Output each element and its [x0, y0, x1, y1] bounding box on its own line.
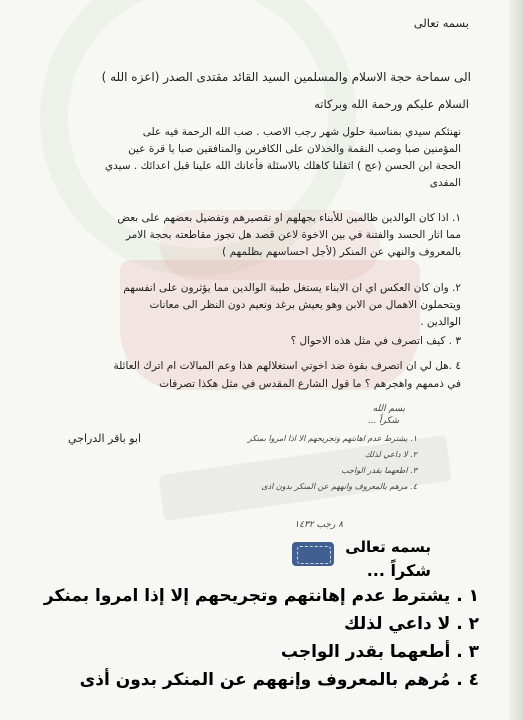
question-1-line-2: مما اثار الحسد والفتنة في بين الاخوة لاعن قصد هل تجوز مقاطعته بحجة الامر — [125, 229, 461, 241]
intro-line-2: المؤمنين صبا وصب النقمة والخذلان على الكافرين والمنافقين صبا يا قرة عين — [128, 143, 461, 155]
intro-line-3: الحجة ابن الحسن (عج ) اثقلنا كاهلك بالاسئلة فأعانك الله علينا قبل اعدائك . سيدي — [104, 160, 461, 172]
handwritten-line-2: ٢. لا داعي لذلك — [364, 450, 417, 459]
handwritten-line-4: ٤. مرهم بالمعروف وانههم عن المنكر بدون اذى — [261, 482, 417, 491]
answer-item-3: ٣ . أطعهما بقدر الواجب — [280, 642, 479, 662]
answer-item-4: ٤ . مُرهم بالمعروف وإنههم عن المنكر بدون أذى — [79, 670, 479, 690]
handwritten-line-3: ٣. اطعهما بقدر الواجب — [341, 466, 417, 475]
official-stamp — [292, 542, 334, 566]
question-2-line-2: ويتحملون الاهمال من الابن وهو يعيش برغد ونعيم دون النظر الى معانات — [149, 299, 461, 311]
question-1-line-3: بالمعروف والنهي عن المنكر (لأجل احساسهم بظلمهم ) — [222, 246, 461, 258]
question-4-line-1: ٤ .هل لي ان اتصرف بقوة ضد اخوتي استغلالهم هذا وعم المبالات ام اترك العائلة — [113, 360, 461, 372]
question-4-line-2: في ذممهم واهجرهم ؟ ما قول الشارع المقدس في مثل هكذا تصرفات — [159, 378, 461, 390]
page-edge-shadow — [509, 0, 523, 720]
watermark-banner — [158, 435, 452, 521]
question-1-line-1: ١. اذا كان الوالدين ظالمين للأبناء بجهلهم او تقصيرهم وتفضيل بعضهم على بعض — [117, 212, 461, 224]
answer-item-2: ٢ . لا داعي لذلك — [344, 614, 479, 634]
handwritten-date: ٨ رجب ١٤٣٢ — [294, 520, 343, 530]
handwritten-line-1: ١. يشترط عدم اهانتهم وتجريحهم الا اذا امروا بمنكر — [247, 434, 417, 443]
letter-addressee: الى سماحة حجة الاسلام والمسلمين السيد القائد مقتدى الصدر (اعزه الله ) — [101, 70, 471, 84]
letter-opening: بسمه تعالى — [413, 16, 469, 30]
letter-signature: ابو باقر الدراجي — [68, 432, 142, 445]
answer-title: بسمه تعالى — [345, 538, 431, 556]
question-2-line-3: الوالدين . — [420, 316, 461, 328]
handwritten-thanks: شكراً ... — [367, 416, 399, 426]
intro-line-1: نهنئكم سيدي بمناسبة حلول شهر رجب الاصب . صب الله الرحمة فيه على — [142, 126, 461, 138]
answer-thanks: شكراً ... — [366, 561, 431, 580]
letter-greeting: السلام عليكم ورحمة الله وبركاته — [314, 97, 469, 111]
question-3-line-1: ٣ . كيف اتصرف في مثل هذه الاحوال ؟ — [290, 335, 461, 347]
intro-line-4: المفدى — [429, 177, 461, 189]
answer-item-1: ١ . يشترط عدم إهانتهم وتجريحهم إلا إذا امروا بمنكر — [43, 586, 479, 606]
question-2-line-1: ٢. وان كان العكس اي ان الابناء يستغل طيبة الوالدين مما يؤثرون على انفسهم — [123, 282, 461, 294]
handwritten-title: بسم الله — [372, 404, 405, 414]
